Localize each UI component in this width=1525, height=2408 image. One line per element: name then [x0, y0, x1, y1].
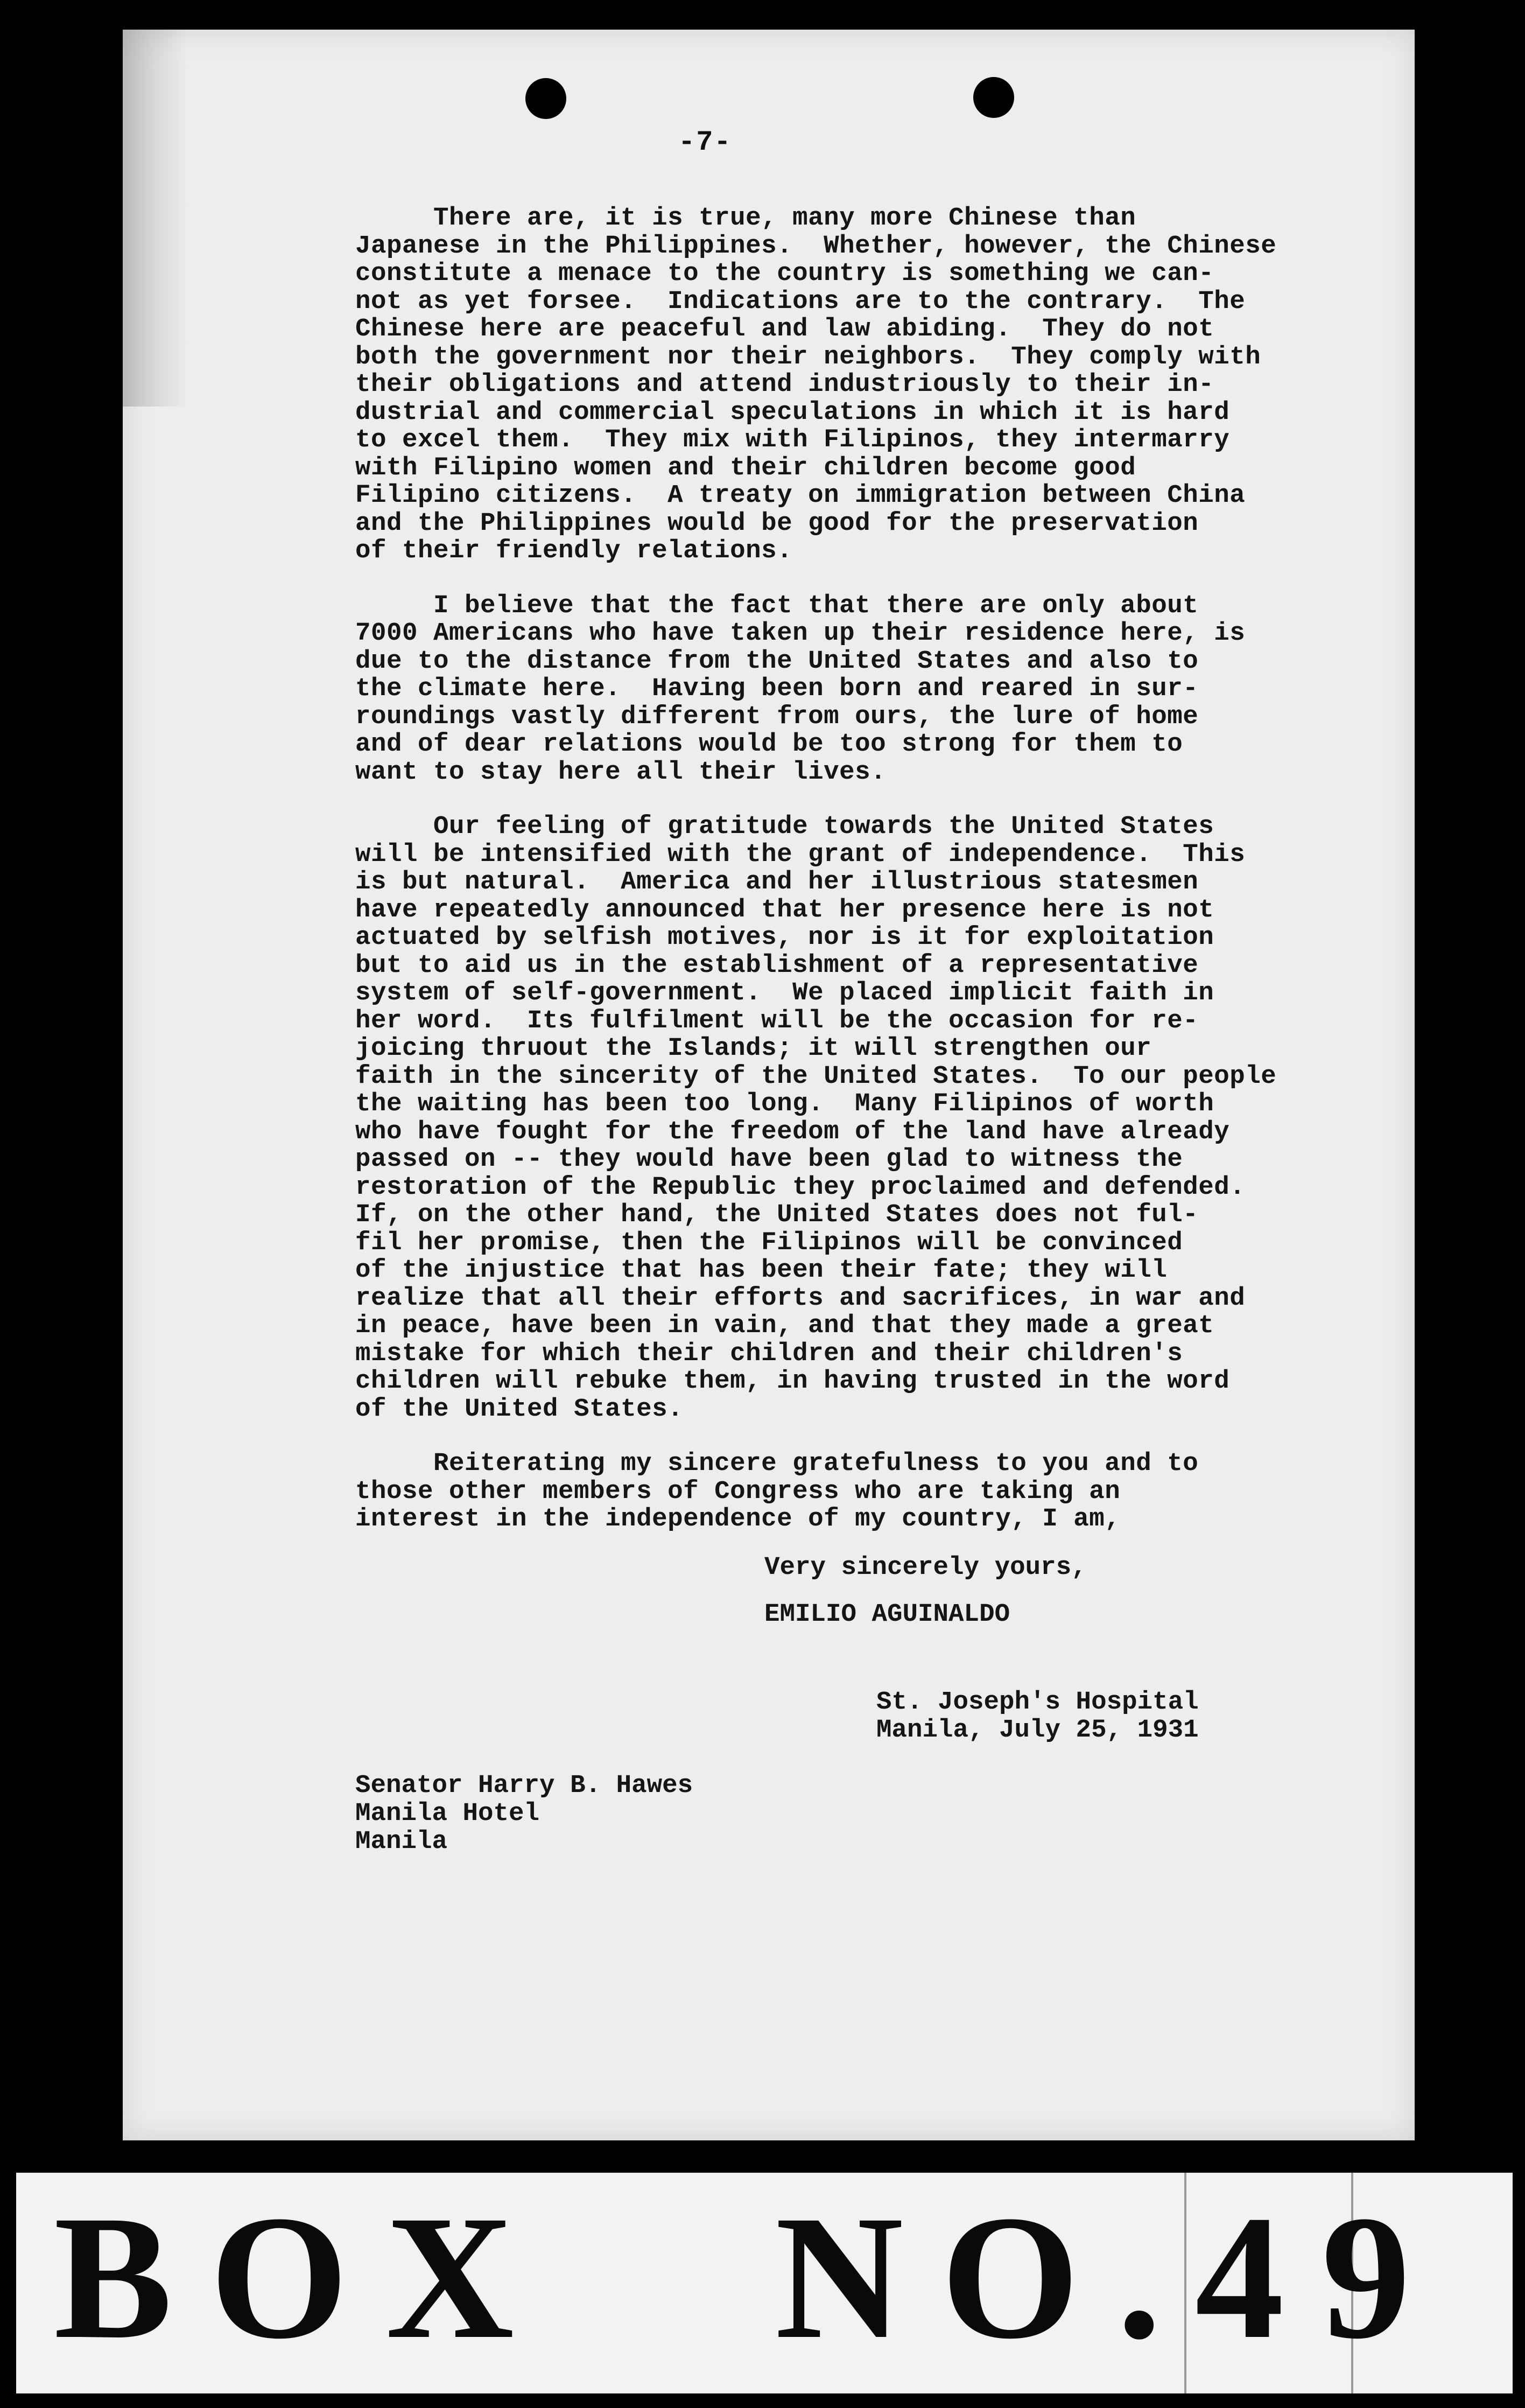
text-line: who have fought for the freedom of the land have already	[355, 1117, 1230, 1146]
text-line: Our feeling of gratitude towards the United States	[355, 812, 1214, 841]
text-line: fil her promise, then the Filipinos will be convinced	[355, 1228, 1183, 1257]
text-line: her word. Its fulfilment will be the occasion for re-	[355, 1006, 1199, 1035]
text-line: Reiterating my sincere gratefulness to you and to	[355, 1449, 1199, 1478]
text-line: and of dear relations would be too strong for them to	[355, 730, 1183, 759]
location-line: St. Joseph's Hospital	[876, 1688, 1199, 1717]
text-line: the waiting has been too long. Many Filipinos of worth	[355, 1089, 1214, 1118]
closing-block	[764, 1553, 1087, 1628]
text-line: Chinese here are peaceful and law abiding. They do not	[355, 314, 1214, 344]
recipient-address	[355, 1772, 693, 1856]
label-box-number: 49	[1195, 2179, 1448, 2376]
sender-location	[876, 1688, 1199, 1744]
text-line: passed on -- they would have been glad to witness the	[355, 1145, 1183, 1174]
text-line: 7000 Americans who have taken up their residence here, is	[355, 619, 1246, 648]
date-line: Manila, July 25, 1931	[876, 1716, 1199, 1745]
label-word-box: BOX	[54, 2179, 552, 2376]
text-line: realize that all their efforts and sacrifices, in war and	[355, 1283, 1246, 1313]
letter-body	[355, 205, 1378, 1560]
text-line: to excel them. They mix with Filipinos, they intermarry	[355, 425, 1230, 454]
text-line: the climate here. Having been born and reared in sur-	[355, 674, 1199, 703]
recipient-city: Manila	[355, 1827, 448, 1856]
page-number: -7-	[678, 127, 732, 158]
text-line: interest in the independence of my country, I am,	[355, 1504, 1121, 1534]
text-line: and the Philippines would be good for the preservation	[355, 508, 1199, 538]
text-line: not as yet forsee. Indications are to the contrary. The	[355, 286, 1246, 316]
text-line: If, on the other hand, the United States does not ful-	[355, 1200, 1199, 1229]
text-line: roundings vastly different from ours, the lure of home	[355, 702, 1199, 731]
text-line: want to stay here all their lives.	[355, 757, 887, 787]
text-line: Filipino citizens. A treaty on immigration between China	[355, 481, 1246, 510]
text-line: Japanese in the Philippines. Whether, however, the Chinese	[355, 231, 1277, 261]
text-line: I believe that the fact that there are only about	[355, 591, 1199, 620]
text-line: their obligations and attend industriously to their in-	[355, 370, 1214, 399]
text-line: with Filipino women and their children become good	[355, 453, 1136, 482]
text-line: have repeatedly announced that her presence here is not	[355, 895, 1214, 925]
paragraph-4	[355, 1450, 1378, 1534]
text-line: is but natural. America and her illustrious statesmen	[355, 867, 1199, 897]
text-line: mistake for which their children and their children's	[355, 1339, 1183, 1368]
punch-hole	[973, 77, 1014, 118]
text-line: in peace, have been in vain, and that they made a great	[355, 1311, 1214, 1340]
text-line: but to aid us in the establishment of a representative	[355, 950, 1199, 980]
paragraph-2	[355, 592, 1378, 787]
recipient-hotel: Manila Hotel	[355, 1799, 540, 1828]
text-line: constitute a menace to the country is something we can-	[355, 259, 1214, 288]
text-line: joicing thruout the Islands; it will strengthen our	[355, 1034, 1152, 1063]
text-line: There are, it is true, many more Chinese than	[355, 204, 1136, 233]
text-line: of the injustice that has been their fate; they will	[355, 1256, 1168, 1285]
label-word-no: NO.	[775, 2179, 1199, 2376]
text-line: restoration of the Republic they proclaimed and defended.	[355, 1172, 1246, 1202]
text-line: both the government nor their neighbors. They comply with	[355, 342, 1261, 372]
text-line: actuated by selfish motives, nor is it for exploitation	[355, 923, 1214, 952]
signature-name: EMILIO AGUINALDO	[764, 1600, 1010, 1629]
text-line: system of self-government. We placed implicit faith in	[355, 978, 1214, 1007]
text-line: children will rebuke them, in having trusted in the word	[355, 1367, 1230, 1396]
text-line: of the United States.	[355, 1394, 684, 1424]
text-line: faith in the sincerity of the United States. To our people	[355, 1061, 1277, 1091]
paragraph-3	[355, 813, 1378, 1423]
complimentary-close: Very sincerely yours,	[764, 1553, 1087, 1582]
text-line: of their friendly relations.	[355, 536, 793, 565]
paragraph-1	[355, 205, 1378, 565]
text-line: those other members of Congress who are taking an	[355, 1476, 1121, 1506]
punch-hole	[525, 78, 566, 119]
recipient-name: Senator Harry B. Hawes	[355, 1771, 693, 1800]
text-line: due to the distance from the United States and also to	[355, 646, 1199, 676]
text-line: dustrial and commercial speculations in which it is hard	[355, 397, 1230, 427]
text-line: will be intensified with the grant of independence. This	[355, 839, 1246, 869]
